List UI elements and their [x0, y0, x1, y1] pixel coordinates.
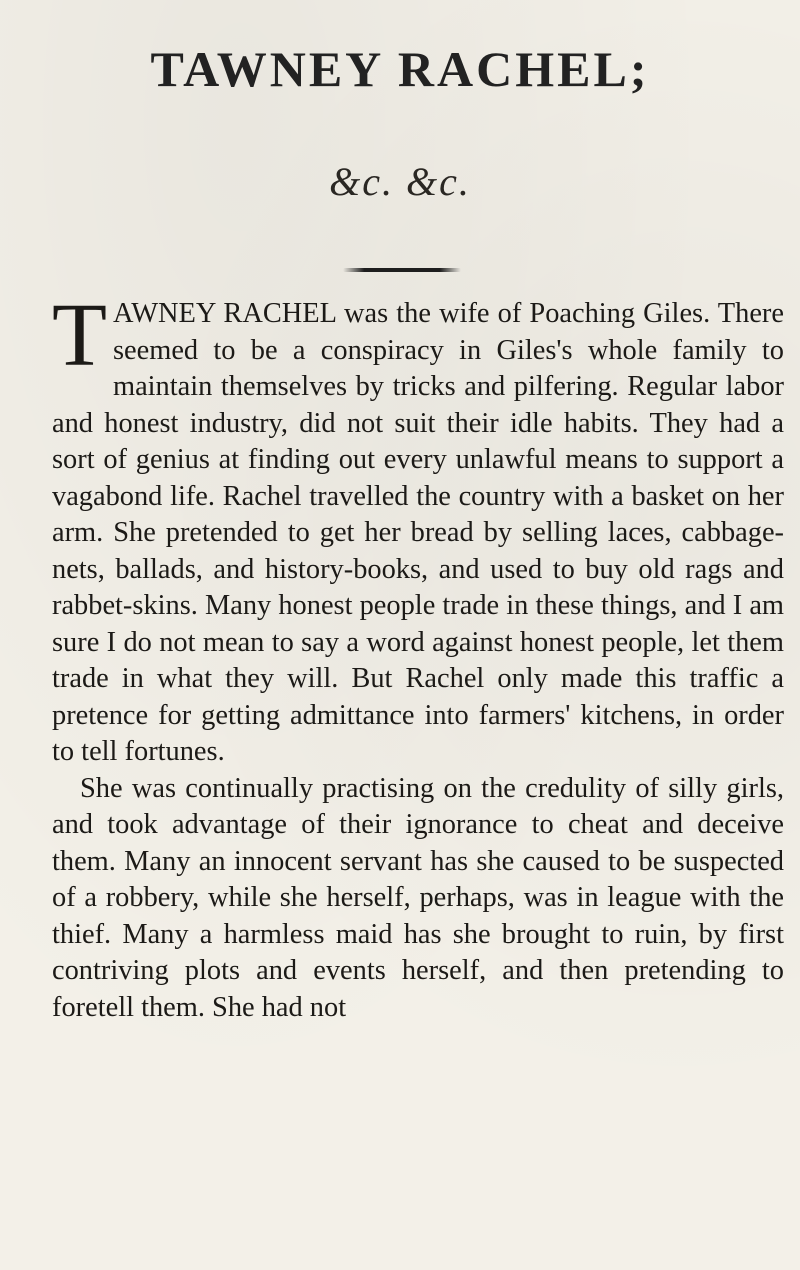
drop-cap: T	[52, 286, 107, 385]
paragraph-2: She was continually practising on the credulity of silly girls, and took advantage of their ignorance to cheat and deceive them. Many an innocent servant has she caused to be suspected of a robbery, while she herself, perhaps, was in league with the thief. Many a harmless maid has she brought to ruin, by first contriving plots and events herself, and then pretending to foretell them. She had not	[52, 772, 784, 1023]
chapter-subtitle: &c. &c.	[329, 159, 471, 204]
paragraph-1	[52, 286, 784, 771]
paragraph-1-text: AWNEY RACHEL was the wife of Poaching Giles. There seemed to be a conspiracy in Giles's whole family to maintain themselves by tricks and pilfering. Regular labor and honest industry, did not suit their idle habits. They had a sort of genius at finding out every unlawful means to support a vagabond life. Rachel travelled the country with a basket on her arm. She pretended to get her bread by selling laces, cabbage-nets, ballads, and history-books, and used to buy old rags and rabbet-skins. Many honest people trade in these things, and I am sure I do not mean to say a word against honest people, let them trade in what they will. But Rachel only made this traffic a pretence for getting admittance into farmers' kitchens, in order to tell fortunes.	[52, 298, 784, 767]
chapter-title: TAWNEY RACHEL;	[150, 41, 650, 97]
ornamental-rule	[343, 268, 461, 272]
body-text	[52, 286, 784, 1026]
